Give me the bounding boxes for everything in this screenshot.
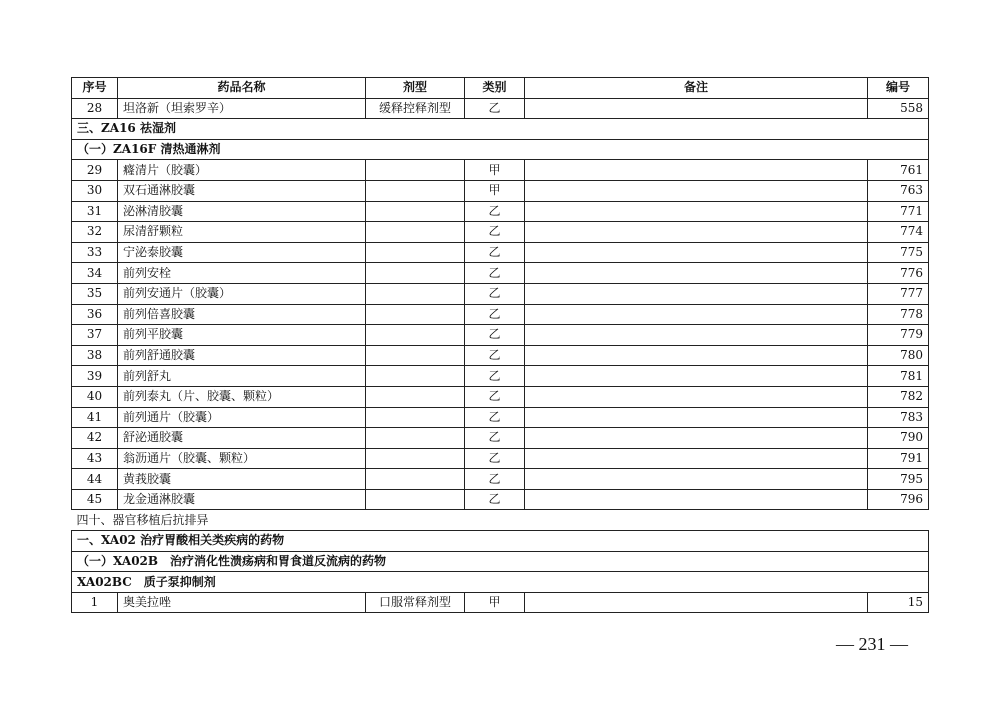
dosage-form-cell <box>366 263 465 284</box>
dosage-form-cell <box>366 304 465 325</box>
table-row <box>72 386 929 407</box>
category-cell: 乙 <box>465 263 525 284</box>
section-heading: 一、XA02 治疗胃酸相关类疾病的药物 <box>72 531 929 552</box>
drug-name-cell: 翁沥通片（胶囊、颗粒） <box>118 448 366 469</box>
dosage-form-cell <box>366 366 465 387</box>
section-heading-row <box>72 139 929 160</box>
table-row <box>72 201 929 222</box>
header-serial-no: 序号 <box>72 78 118 99</box>
serial-no-cell: 40 <box>72 386 118 407</box>
serial-no-cell: 36 <box>72 304 118 325</box>
dosage-form-cell <box>366 201 465 222</box>
category-cell: 乙 <box>465 489 525 510</box>
drug-name-cell: 宁泌泰胶囊 <box>118 242 366 263</box>
dosage-form-cell <box>366 448 465 469</box>
serial-no-cell: 35 <box>72 283 118 304</box>
code-cell: 774 <box>868 222 929 243</box>
page-number: — 231 — <box>836 634 908 654</box>
dosage-form-cell <box>366 489 465 510</box>
dosage-form-cell <box>366 345 465 366</box>
drug-name-cell: 前列安通片（胶囊） <box>118 283 366 304</box>
serial-no-cell: 1 <box>72 592 118 613</box>
dosage-form-cell <box>366 283 465 304</box>
serial-no-cell: 39 <box>72 366 118 387</box>
table-row <box>72 345 929 366</box>
drug-name-cell: 前列泰丸（片、胶囊、颗粒） <box>118 386 366 407</box>
section-heading-row <box>72 551 929 572</box>
table-row <box>72 366 929 387</box>
remarks-cell <box>525 222 868 243</box>
remarks-cell <box>525 325 868 346</box>
category-cell: 乙 <box>465 283 525 304</box>
category-cell: 乙 <box>465 469 525 490</box>
code-cell: 777 <box>868 283 929 304</box>
table-row <box>72 242 929 263</box>
remarks-cell <box>525 98 868 119</box>
remarks-cell <box>525 489 868 510</box>
table-row <box>72 222 929 243</box>
serial-no-cell: 43 <box>72 448 118 469</box>
drug-name-cell: 前列倍喜胶囊 <box>118 304 366 325</box>
remarks-cell <box>525 160 868 181</box>
code-cell: 15 <box>868 592 929 613</box>
remarks-cell <box>525 407 868 428</box>
dosage-form-cell: 缓释控释剂型 <box>366 98 465 119</box>
dosage-form-cell <box>366 242 465 263</box>
serial-no-cell: 34 <box>72 263 118 284</box>
serial-no-cell: 44 <box>72 469 118 490</box>
dosage-form-cell <box>366 469 465 490</box>
category-cell: 乙 <box>465 407 525 428</box>
drug-name-cell: 前列通片（胶囊） <box>118 407 366 428</box>
table-row <box>72 160 929 181</box>
drug-name-cell: 坦洛新（坦索罗辛） <box>118 98 366 119</box>
table-header-row <box>72 78 929 99</box>
dosage-form-cell <box>366 180 465 201</box>
category-cell: 乙 <box>465 201 525 222</box>
section-heading-row <box>72 572 929 593</box>
serial-no-cell: 33 <box>72 242 118 263</box>
table-row <box>72 180 929 201</box>
table-row <box>72 283 929 304</box>
table-row <box>72 325 929 346</box>
table-row <box>72 407 929 428</box>
remarks-cell <box>525 304 868 325</box>
serial-no-cell: 30 <box>72 180 118 201</box>
code-cell: 796 <box>868 489 929 510</box>
drug-name-cell: 龙金通淋胶囊 <box>118 489 366 510</box>
drug-name-cell: 前列安栓 <box>118 263 366 284</box>
remarks-cell <box>525 366 868 387</box>
code-cell: 783 <box>868 407 929 428</box>
header-category: 类别 <box>465 78 525 99</box>
dosage-form-cell <box>366 428 465 449</box>
category-cell: 甲 <box>465 160 525 181</box>
code-cell: 771 <box>868 201 929 222</box>
category-cell: 乙 <box>465 222 525 243</box>
drug-name-cell: 前列舒丸 <box>118 366 366 387</box>
remarks-cell <box>525 283 868 304</box>
remarks-cell <box>525 448 868 469</box>
section-heading: （一）XA02B 治疗消化性溃疡病和胃食道反流病的药物 <box>72 551 929 572</box>
table-row <box>72 469 929 490</box>
section-heading: 四十、器官移植后抗排异 <box>72 510 929 531</box>
header-code: 编号 <box>868 78 929 99</box>
section-heading: XA02BC 质子泵抑制剂 <box>72 572 929 593</box>
remarks-cell <box>525 428 868 449</box>
section-heading: （一）ZA16F 清热通淋剂 <box>72 139 929 160</box>
dosage-form-cell <box>366 222 465 243</box>
dosage-form-cell <box>366 160 465 181</box>
dosage-form-cell: 口服常释剂型 <box>366 592 465 613</box>
serial-no-cell: 45 <box>72 489 118 510</box>
category-cell: 乙 <box>465 98 525 119</box>
category-cell: 乙 <box>465 448 525 469</box>
drug-catalog-table <box>71 77 929 613</box>
header-remarks: 备注 <box>525 78 868 99</box>
dosage-form-cell <box>366 407 465 428</box>
table-row <box>72 98 929 119</box>
section-heading: 三、ZA16 祛湿剂 <box>72 119 929 140</box>
remarks-cell <box>525 469 868 490</box>
code-cell: 791 <box>868 448 929 469</box>
dosage-form-cell <box>366 386 465 407</box>
table-row <box>72 263 929 284</box>
category-cell: 乙 <box>465 366 525 387</box>
code-cell: 781 <box>868 366 929 387</box>
remarks-cell <box>525 242 868 263</box>
remarks-cell <box>525 263 868 284</box>
serial-no-cell: 31 <box>72 201 118 222</box>
header-dosage-form: 剂型 <box>366 78 465 99</box>
table-row <box>72 489 929 510</box>
code-cell: 776 <box>868 263 929 284</box>
category-cell: 甲 <box>465 592 525 613</box>
category-cell: 甲 <box>465 180 525 201</box>
dosage-form-cell <box>366 325 465 346</box>
drug-name-cell: 舒泌通胶囊 <box>118 428 366 449</box>
category-heading-row <box>72 510 929 531</box>
remarks-cell <box>525 201 868 222</box>
drug-name-cell: 前列平胶囊 <box>118 325 366 346</box>
drug-name-cell: 奥美拉唑 <box>118 592 366 613</box>
code-cell: 795 <box>868 469 929 490</box>
table-row <box>72 304 929 325</box>
serial-no-cell: 42 <box>72 428 118 449</box>
remarks-cell <box>525 592 868 613</box>
code-cell: 761 <box>868 160 929 181</box>
section-heading-row <box>72 531 929 552</box>
code-cell: 763 <box>868 180 929 201</box>
code-cell: 775 <box>868 242 929 263</box>
serial-no-cell: 29 <box>72 160 118 181</box>
drug-name-cell: 黄莪胶囊 <box>118 469 366 490</box>
code-cell: 780 <box>868 345 929 366</box>
serial-no-cell: 37 <box>72 325 118 346</box>
drug-name-cell: 癃清片（胶囊） <box>118 160 366 181</box>
serial-no-cell: 28 <box>72 98 118 119</box>
category-cell: 乙 <box>465 428 525 449</box>
remarks-cell <box>525 180 868 201</box>
remarks-cell <box>525 386 868 407</box>
category-cell: 乙 <box>465 386 525 407</box>
code-cell: 558 <box>868 98 929 119</box>
drug-name-cell: 前列舒通胶囊 <box>118 345 366 366</box>
drug-name-cell: 尿清舒颗粒 <box>118 222 366 243</box>
drug-name-cell: 泌淋清胶囊 <box>118 201 366 222</box>
serial-no-cell: 38 <box>72 345 118 366</box>
category-cell: 乙 <box>465 325 525 346</box>
remarks-cell <box>525 345 868 366</box>
serial-no-cell: 32 <box>72 222 118 243</box>
table-row <box>72 448 929 469</box>
category-cell: 乙 <box>465 345 525 366</box>
table-row <box>72 428 929 449</box>
code-cell: 779 <box>868 325 929 346</box>
table-row <box>72 592 929 613</box>
code-cell: 778 <box>868 304 929 325</box>
serial-no-cell: 41 <box>72 407 118 428</box>
category-cell: 乙 <box>465 304 525 325</box>
header-drug-name: 药品名称 <box>118 78 366 99</box>
category-cell: 乙 <box>465 242 525 263</box>
code-cell: 782 <box>868 386 929 407</box>
code-cell: 790 <box>868 428 929 449</box>
section-heading-row <box>72 119 929 140</box>
drug-name-cell: 双石通淋胶囊 <box>118 180 366 201</box>
